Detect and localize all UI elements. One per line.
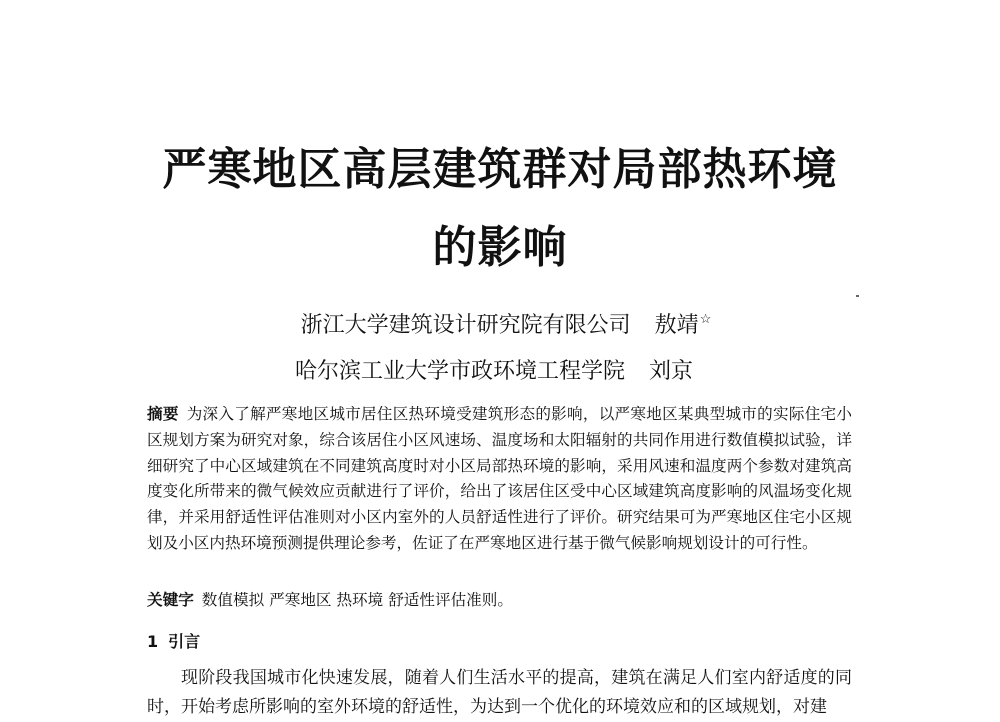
author-name: 敖靖 <box>654 313 699 338</box>
author-line-1 <box>6 306 1000 340</box>
keywords-label: 关键字 <box>147 591 194 609</box>
abstract-label: 摘要 <box>147 405 179 423</box>
section-number: 1 <box>147 632 159 651</box>
section-heading <box>147 629 200 655</box>
paper-title-line-1: 严寒地区高层建筑群对局部热环境 <box>162 144 838 195</box>
abstract-text: 为深入了解严寒地区城市居住区热环境受建筑形态的影响，以严寒地区某典型城市的实际住宅小区规划方案为研究对象，综合该居住小区风速场、温度场和太阳辐射的共同作用进行数值模拟试验，详细研究了中心区域建筑在不同建筑高度时对小区局部热环境的影响，采用风速和温度两个参数对建筑高度变化所带来的微气候效应贡献进行了评价，给出了该居住区受中心区域建筑高度影响的风温场变化规律，并采用舒适性评估准则对小区内室外的人员舒适性进行了评价。研究结果可为严寒地区住宅小区规划及小区内热环境预测提供理论参考，佐证了在严寒地区进行基于微气候影响规划设计的可行性。 <box>147 405 852 552</box>
scan-speck <box>856 295 859 297</box>
paper-title-line-2: 的影响 <box>432 222 568 273</box>
section-title: 引言 <box>168 632 201 651</box>
author-line-2 <box>0 358 994 386</box>
keywords-text: 数值模拟 严寒地区 热环境 舒适性评估准则。 <box>201 591 513 609</box>
author-affiliation: 哈尔滨工业大学市政环境工程学院 <box>294 359 625 384</box>
abstract <box>147 402 852 557</box>
author-star-mark: ☆ <box>699 312 712 327</box>
author-name: 刘京 <box>649 359 694 384</box>
body-paragraph: 现阶段我国城市化快速发展，随着人们生活水平的提高，建筑在满足人们室内舒适度的同时，开始考虑所影响的室外环境的舒适性，为达到一个优化的环境效应和的区域规划，对建 <box>147 668 852 717</box>
author-affiliation: 浙江大学建筑设计研究院有限公司 <box>300 313 631 338</box>
keywords <box>147 587 852 613</box>
